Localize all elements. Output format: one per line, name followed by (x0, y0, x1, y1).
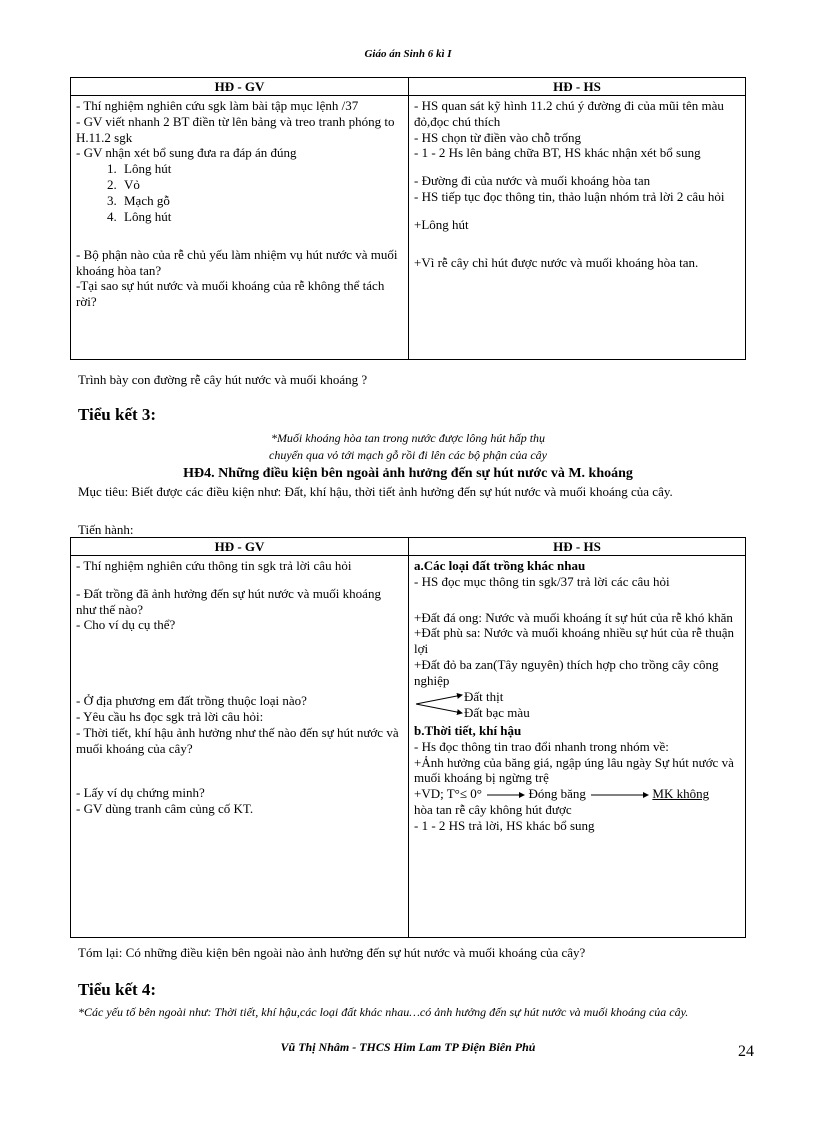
hs-answer: +Đất đỏ ba zan(Tây nguyên) thích hợp cho trồng cây công nghiệp (414, 657, 719, 689)
page-number: 24 (738, 1043, 754, 1060)
activity-table-3 (70, 77, 746, 360)
example-mid: Đóng băng (528, 786, 586, 802)
tieu-ket-3-line1: *Muối khoáng hòa tan trong nước được lông hút hấp thụ (270, 431, 546, 445)
arrow-icon (485, 788, 525, 798)
document-header: Giáo án Sinh 6 kì I (364, 48, 452, 60)
hs-step: - Hs đọc thông tin trao đổi nhanh trong nhóm về: (414, 738, 669, 754)
section-a-title: a.Các loại đất trồng khác nhau (414, 557, 586, 573)
gv-step: - Thí nghiệm nghiên cứu sgk làm bài tập mục lệnh /37 (76, 97, 359, 113)
gv-step: - Thí nghiệm nghiên cứu thông tin sgk trả lời câu hỏi (76, 557, 352, 573)
tieu-ket-4-heading: Tiểu kết 4: (78, 980, 157, 999)
arrow-icon (589, 788, 649, 798)
list-item: 3. Mạch gỗ (120, 193, 403, 209)
hd4-title: HĐ4. Những điều kiện bên ngoài ảnh hưởng đến sự hút nước và M. khoáng (183, 466, 633, 481)
gv-question: - Bộ phận nào của rễ chủ yếu làm nhiệm vụ hút nước và muối khoáng hòa tan? (76, 246, 398, 278)
gv-cell (71, 555, 409, 937)
example-prefix: +VD; T°≤ 0° (414, 786, 482, 802)
hs-answer: +Đất phù sa: Nước và muối khoáng nhiều sự hút của rễ thuận lợi (414, 625, 735, 657)
col-header-hs: HĐ - HS (409, 538, 746, 556)
gv-question: - Ở địa phương em đất trồng thuộc loại nào? (76, 693, 307, 709)
example-end: MK không (652, 786, 710, 802)
hs-answer: +Đất đá ong: Nước và muối khoáng ít sự hút của rễ khó khăn (414, 609, 733, 625)
hs-answer: +Vì rễ cây chỉ hút được nước và muối khoáng hòa tan. (414, 254, 699, 270)
gv-step: - GV dùng tranh câm củng cố KT. (76, 800, 254, 816)
gv-step: - GV nhận xét bổ sung đưa ra đáp án đúng (76, 145, 297, 161)
gv-question: - Lấy ví dụ chứng minh? (76, 784, 205, 800)
footer-author: Vũ Thị Nhâm - THCS Him Lam TP Điện Biên Phủ (280, 1040, 536, 1054)
gv-cell (71, 95, 409, 359)
tieu-ket-3-heading: Tiểu kết 3: (78, 405, 157, 424)
gv-question: -Tại sao sự hút nước và muối khoáng của rễ không thể tách rời? (76, 278, 385, 310)
hs-answer: +Lông hút (414, 217, 469, 233)
hs-step: - HS đọc mục thông tin sgk/37 trả lời các câu hỏi (414, 573, 670, 589)
hs-step: - Đường đi của nước và muối khoáng hòa tan (414, 173, 651, 189)
list-item: 4. Lông hút (120, 209, 403, 225)
hs-step: - 1 - 2 HS trả lời, HS khác bổ sung (414, 818, 595, 834)
hs-step: - 1 - 2 Hs lên bảng chữa BT, HS khác nhận xét bổ sung (414, 145, 701, 161)
summary-question: Trình bày con đường rễ cây hút nước và muối khoáng ? (78, 372, 368, 387)
soil-arrows (414, 689, 740, 723)
col-header-gv: HĐ - GV (71, 78, 409, 96)
muc-tieu: Mục tiêu: Biết được các điều kiện như: Đất, khí hậu, thời tiết ảnh hưởng đến sự hút nước và muối khoáng của cây. (78, 484, 673, 499)
tieu-ket-4-text: *Các yếu tố bên ngoài như: Thời tiết, khí hậu,các loại đất khác nhau…có ảnh hưởng đến sự hút nước và muối khoáng của cây. (78, 1005, 689, 1019)
hs-answer: +Ảnh hưởng của băng giá, ngập úng lâu ngày Sự hút nước và muối khoáng bị ngừng trệ (414, 754, 734, 786)
conclusion-question: Tóm lại: Có những điều kiện bên ngoài nào ảnh hưởng đến sự hút nước và muối khoáng của cây? (78, 945, 586, 960)
soil-type-1: Đất thịt (464, 688, 504, 704)
tieu-ket-3-line2: chuyển qua vỏ tới mạch gỗ rồi đi lên các bộ phận của cây (269, 448, 547, 462)
gv-question: - Đất trồng đã ảnh hưởng đến sự hút nước và muối khoáng như thế nào? (76, 585, 381, 617)
hs-cell (409, 95, 746, 359)
section-b-title: b.Thời tiết, khí hậu (414, 722, 522, 738)
answer-list (76, 161, 403, 224)
gv-step: - GV viết nhanh 2 BT điền từ lên bảng và treo tranh phóng to H.11.2 sgk (76, 113, 395, 145)
hs-step: - HS chọn từ điền vào chỗ trống (414, 129, 581, 145)
hs-step: - HS tiếp tục đọc thông tin, thảo luận nhóm trả lời 2 câu hỏi (414, 189, 725, 205)
gv-question: - Thời tiết, khí hậu ảnh hưởng như thế nào đến sự hút nước và muối khoáng của cây? (76, 725, 399, 756)
col-header-hs: HĐ - HS (409, 78, 746, 96)
gv-step: - Yêu cầu hs đọc sgk trả lời câu hỏi: (76, 709, 264, 725)
col-header-gv: HĐ - GV (71, 538, 409, 556)
soil-type-2: Đất bạc màu (464, 704, 530, 720)
list-item: 2. Vỏ (120, 177, 403, 193)
tien-hanh: Tiến hành: (78, 522, 134, 537)
hs-step: - HS quan sát kỹ hình 11.2 chú ý đường đi của mũi tên màu đỏ,đọc chú thích (414, 97, 724, 129)
gv-question: - Cho ví dụ cụ thể? (76, 617, 176, 633)
list-item: 1. Lông hút (120, 161, 403, 177)
hs-answer: hòa tan rễ cây không hút được (414, 802, 572, 818)
example-line (414, 786, 740, 802)
activity-table-4 (70, 537, 746, 938)
hs-cell (409, 555, 746, 937)
